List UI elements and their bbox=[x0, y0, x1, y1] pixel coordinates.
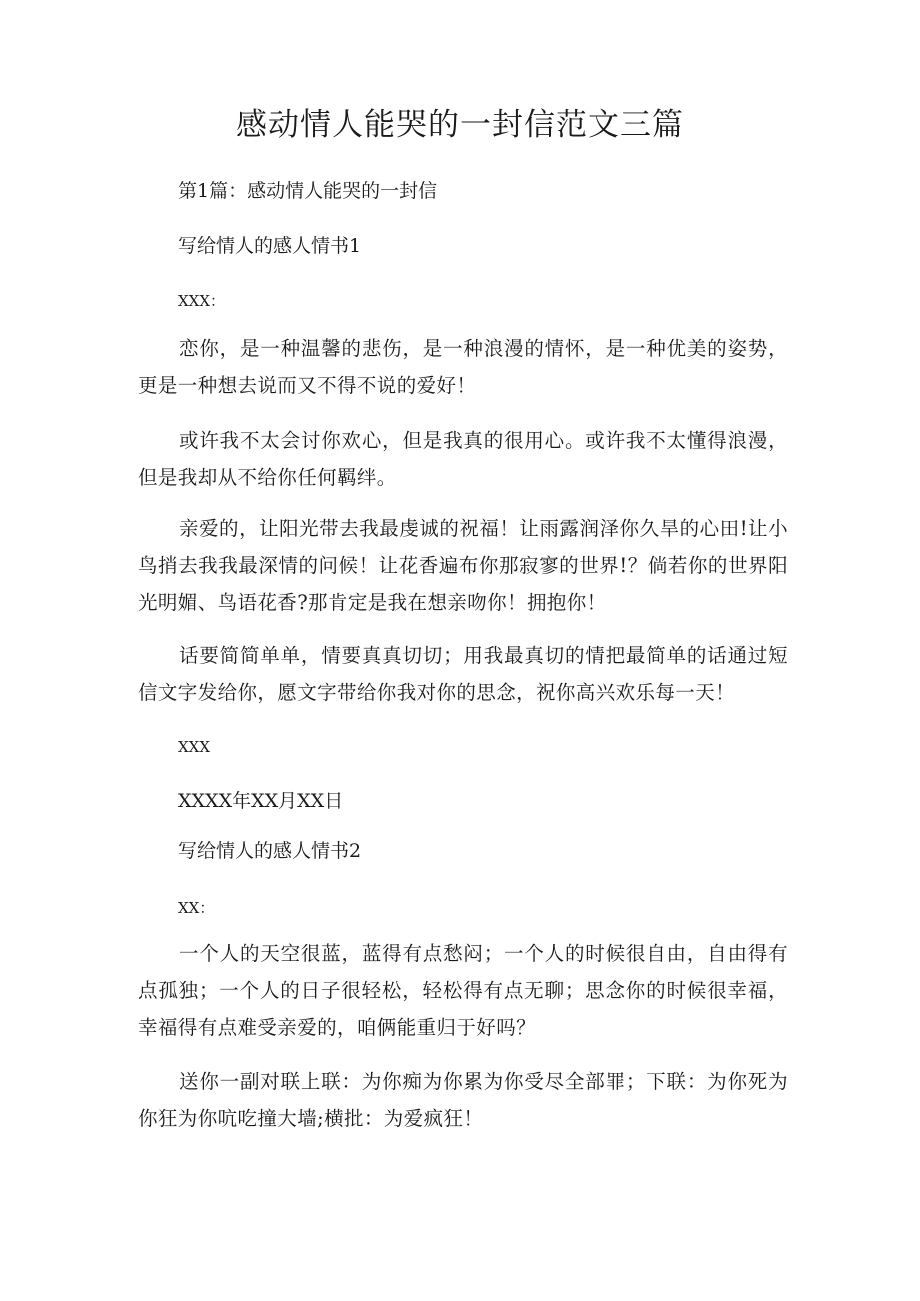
section-heading: 第1篇：感动情人能哭的一封信 bbox=[178, 180, 438, 202]
letter1-heading: 写给情人的感人情书1 bbox=[178, 235, 362, 257]
letter1-paragraph: 恋你，是一种温馨的悲伤，是一种浪漫的情怀，是一种优美的姿势，更是一种想去说而又不得不说的爱好！ bbox=[138, 337, 788, 397]
document-title: 感动情人能哭的一封信范文三篇 bbox=[236, 107, 684, 143]
letter2-salutation: XX： bbox=[178, 899, 215, 917]
letter1-paragraph: 话要简简单单，情要真真切切；用我最真切的情把最简单的话通过短信文字发给你，愿文字带给你我对你的思念，祝你高兴欢乐每一天！ bbox=[138, 644, 788, 704]
letter1-signature: XXX bbox=[178, 738, 211, 756]
letter1-paragraph: 亲爱的，让阳光带去我最虔诚的祝福！让雨露润泽你久旱的心田!让小鸟捎去我我最深情的问候！让花香遍布你那寂寥的世界!？倘若你的世界阳光明媚、鸟语花香?那肯定是我在想亲吻你！拥抱你！ bbox=[138, 517, 788, 614]
letter2-paragraph: 一个人的天空很蓝，蓝得有点愁闷；一个人的时候很自由，自由得有点孤独；一个人的日子很轻松，轻松得有点无聊；思念你的时候很幸福，幸福得有点难受亲爱的，咱俩能重归于好吗？ bbox=[138, 942, 788, 1039]
letter1-paragraph: 或许我不太会讨你欢心，但是我真的很用心。或许我不太懂得浪漫，但是我却从不给你任何羁绊。 bbox=[138, 429, 788, 489]
letter1-salutation: XXX： bbox=[178, 292, 226, 310]
letter1-date: XXXX年XX月XX日 bbox=[178, 790, 344, 812]
letter2-heading: 写给情人的感人情书2 bbox=[178, 840, 362, 862]
letter2-paragraph: 送你一副对联上联：为你痴为你累为你受尽全部罪；下联：为你死为你狂为你吭吃撞大墙;横批：为爱疯狂！ bbox=[138, 1070, 788, 1130]
